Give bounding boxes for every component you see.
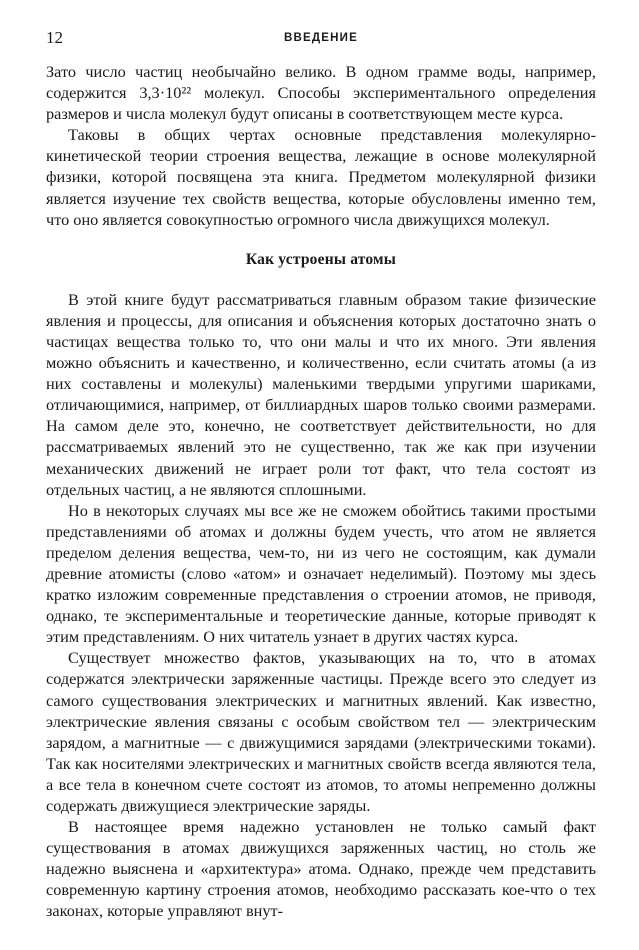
section-title: ВВЕДЕНИЕ [284,32,358,44]
running-head [46,27,596,49]
paragraph: В этой книге будут рассматриваться главным образом такие физические явления и процессы, для описания и объяснения которых достаточно знать о частицах вещества только то, что они малы и что их много. Эти явления можно объяснить и качественно, и количественно, если считать атомы (а из них составлены и молекулы) маленькими твердыми упругими шариками, отличающимися, например, от биллиардных шаров только своими размерами. На самом деле это, конечно, не соответствует действительности, но для рассматриваемых явлений это не существенно, так же как при изучении механических движений не играет роли тот факт, что тела состоят из отдельных частиц, а не являются сплошными. [46,289,596,499]
body-text [46,61,596,922]
paragraph: Таковы в общих чертах основные представления молекулярно-кинетической теории строения вещества, лежащие в основе молекулярной физики, которой посвящена эта книга. Предметом молекулярной физики является изучение тех свойств вещества, которые обусловлены именно тем, что оно является совокупностью огромного числа движущихся молекул. [46,125,596,229]
page-number: 12 [46,28,63,47]
paragraph: Существует множество фактов, указывающих на то, что в атомах содержатся электрически заряженные частицы. Прежде всего это следует из самого существования электрических и магнитных явлений. Как известно, электрические явления связаны с особым свойством тел — электрическим зарядом, а магнитные — с движущимися зарядами (электрическими токами). Так как носителями электрических и магнитных свойств всегда являются тела, а все тела в конечном счете состоят из атомов, то атомы непременно должны содержать движущиеся электрические заряды. [46,648,596,815]
paragraph: В настоящее время надежно установлен не только самый факт существования в атомах движущихся заряженных частиц, но столь же надежно выяснена и «архитектура» атома. Однако, прежде чем представить современную картину строения атомов, необходимо рассказать кое-что о тех законах, которые управляют внут- [46,817,596,921]
paragraph: Зато число частиц необычайно велико. В одном грамме воды, например, содержится 3,3·10²² молекул. Способы экспериментального определения размеров и числа молекул будут описаны в соответствующем месте курса. [46,62,596,124]
paragraph: Но в некоторых случаях мы все же не сможем обойтись такими простыми представлениями об атомах и должны будем учесть, что атом не является пределом деления вещества, чем-то, ни из чего не состоящим, как думали древние атомисты (слово «атом» и означает неделимый). Поэтому мы здесь кратко изложим современные представления о строении атомов, не приводя, однако, те экспериментальные и теоретические данные, которые приводят к этим представлениям. О них читатель узнает в других частях курса. [46,500,596,647]
section-heading: Как устроены атомы [245,250,397,268]
